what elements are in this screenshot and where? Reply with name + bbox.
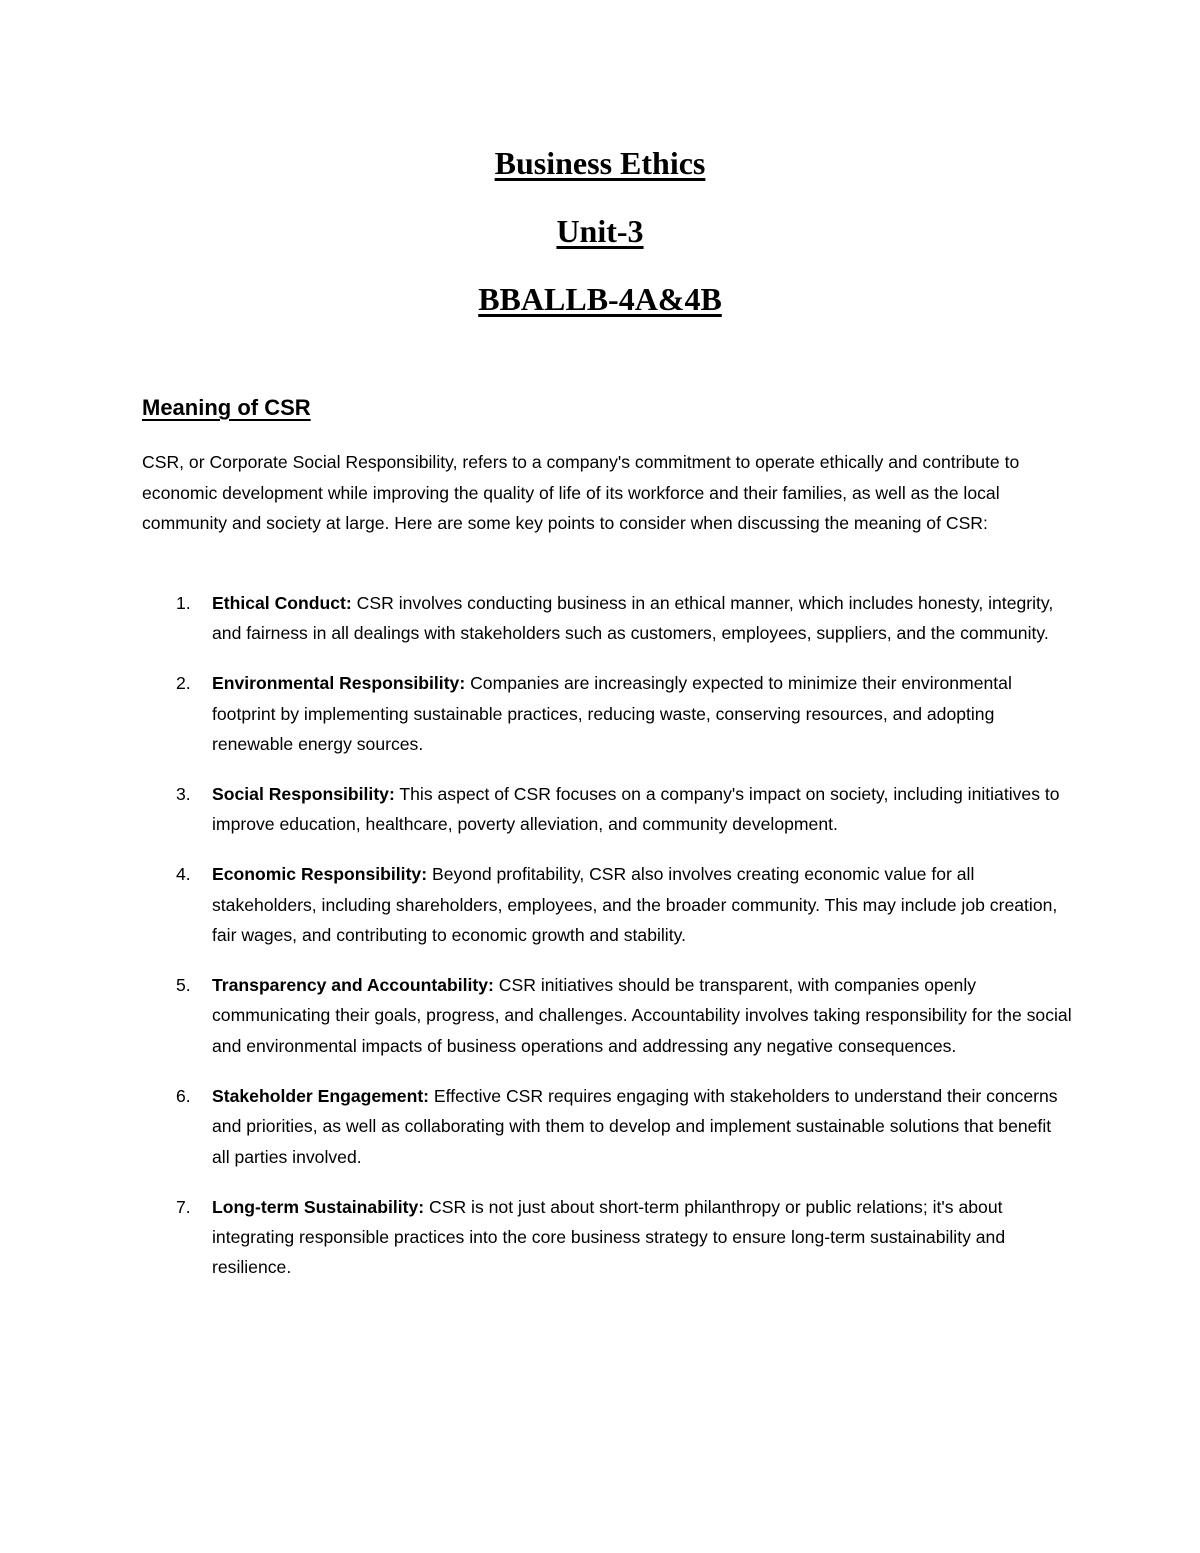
list-item-number: 5. [176,975,191,996]
list-item-text: CSR involves conducting business in an ethical manner, which includes honesty, integrity, and fairness in all dealings with stakeholders such as customers, employees, suppliers, and the community. [212,593,1054,644]
list-item-number: 6. [176,1085,191,1106]
list-item [142,1192,1072,1283]
list-item [142,859,1072,950]
list-item [142,779,1072,840]
list-item-number: 7. [176,1196,191,1217]
list-item [142,1081,1072,1172]
list-item-text: Effective CSR requires engaging with stakeholders to understand their concerns and priorities, as well as collaborating with them to develop and implement sustainable solutions that benefit all parties involved. [212,1085,1058,1167]
intro-paragraph: CSR, or Corporate Social Responsibility, refers to a company's commitment to operate ethically and contribute to economic development while improving the quality of life of its workforce and their families, as well as the local community and society at large. Here are some key points to consider when discussing the meaning of CSR: [142,452,1020,533]
list-item-number: 4. [176,864,191,885]
list-item-text: Beyond profitability, CSR also involves creating economic value for all stakeholders, including shareholders, employees, and the broader community. This may include job creation, fair wages, and contributing to economic growth and stability. [212,864,1058,946]
list-item-term: Stakeholder Engagement: [212,1085,430,1106]
list-item-term: Ethical Conduct: [212,593,352,613]
list-item-text: This aspect of CSR focuses on a company's impact on society, including initiatives to improve education, healthcare, poverty alleviation, and community development. [212,784,1060,835]
document-class: BBALLB-4A&4B [478,281,722,317]
list-item-term: Economic Responsibility: [212,864,428,885]
list-item-number: 1. [176,593,191,613]
list-item-text: Companies are increasingly expected to minimize their environmental footprint by implementing sustainable practices, reducing waste, conserving resources, and adopting renewable energy sources. [212,673,1012,755]
list-item [142,970,1072,1061]
document-title: Business Ethics [494,145,706,181]
list-item-term: Social Responsibility: [212,784,395,805]
list-item [142,668,1072,759]
list-item-term: Long-term Sustainability: [212,1196,425,1217]
list-item-number: 3. [176,784,191,805]
list-item-term: Transparency and Accountability: [212,975,494,996]
list-item-term: Environmental Responsibility: [212,673,466,694]
list-item-number: 2. [176,673,191,694]
document-unit: Unit-3 [556,213,644,249]
key-points-list [142,588,1072,1302]
list-item [142,588,1072,649]
list-item-text: CSR initiatives should be transparent, with companies openly communicating their goals, progress, and challenges. Accountability involves taking responsibility for the social and environmental impacts of business operations and addressing any negative consequences. [212,975,1072,1056]
section-heading: Meaning of CSR [142,395,311,420]
list-item-text: CSR is not just about short-term philanthropy or public relations; it's about integrating responsible practices into the core business strategy to ensure long-term sustainability and resilience. [212,1196,1006,1278]
